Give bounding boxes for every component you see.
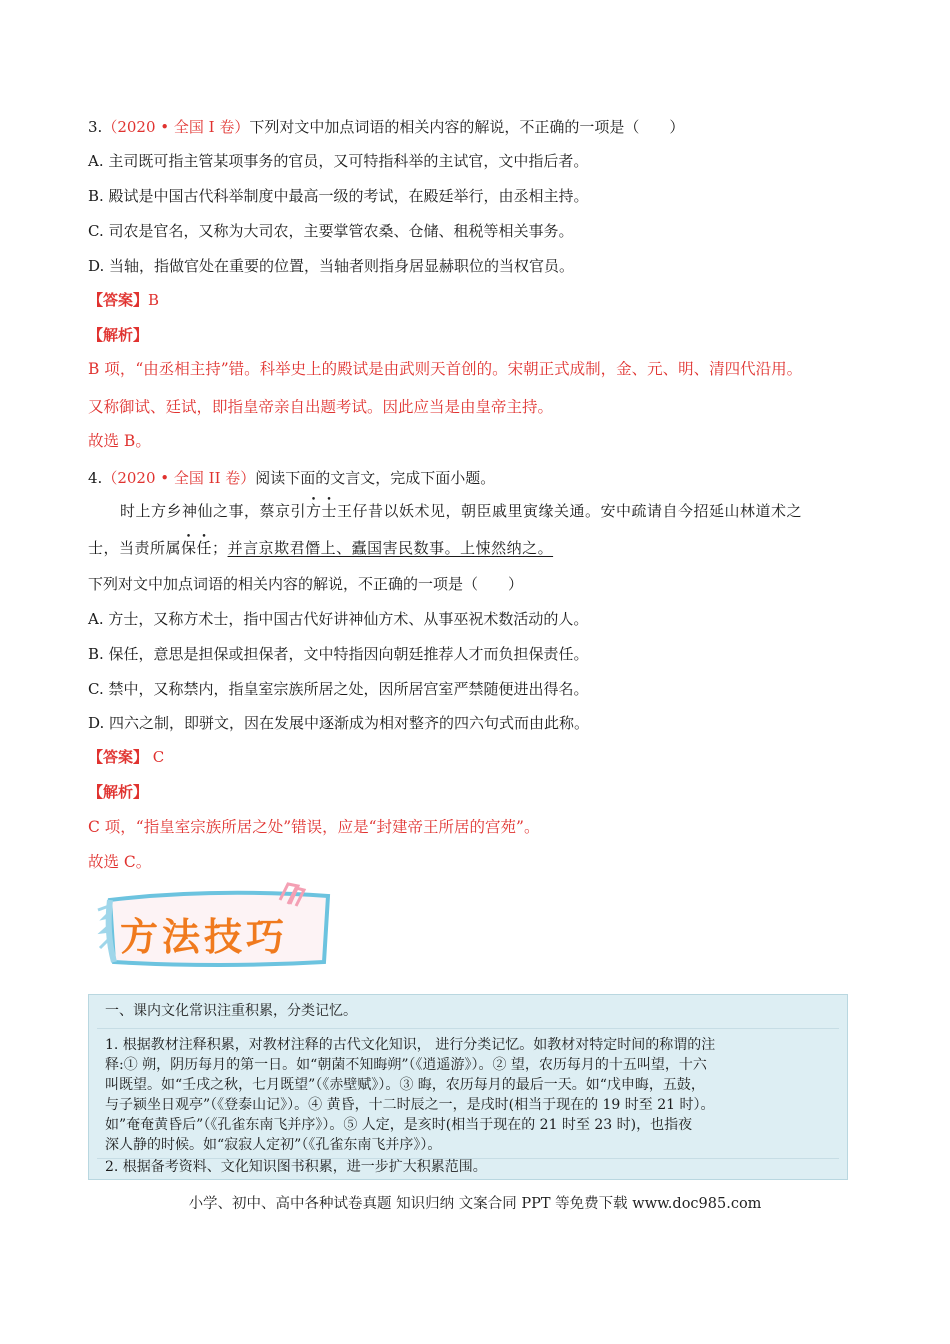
q4-answer-label: 【答案】 [88,748,149,766]
dotted-word: 任 [196,539,213,557]
q3-stem: 下列对文中加点词语的相关内容的解说，不正确的一项是（ ） [249,118,685,136]
passage-text: 王仔昔以妖术见，朝臣戚里寅缘关通。安中疏请自今招延山林道术之 [337,502,803,520]
q3-answer [88,290,159,310]
q3-option-c: C. 司农是官名，又称为大司农，主要掌管农桑、仓储、租税等相关事务。 [88,222,574,240]
method-heading: 一、课内文化常识注重积累，分类记忆。 [105,1003,357,1019]
q3-analysis-line-2: 又称御试、廷试，即指皇帝亲自出题考试。因此应当是由皇帝主持。 [88,398,554,416]
method-p1-line-2: 释:① 朔，阴历每月的第一日。如“朝菌不知晦朔”（《逍遥游》）。② 望，农历每月的十五叫望，十六 [105,1057,707,1073]
q3-analysis-line-1: B 项，“由丞相主持”错。科举史上的殿试是由武则天首创的。宋朝正式成制，金、元、明、清四代沿用。 [88,360,803,378]
method-p1-line-3: 叫既望。如“壬戌之秋，七月既望”（《赤壁赋》）。③ 晦，农历每月的最后一天。如“戊申晦，五鼓， [105,1077,705,1093]
q4-analysis-label: 【解析】 [88,783,149,801]
q4-analysis-heading [88,782,148,802]
q4-source: （2020 • 全国 II 卷） [102,469,256,487]
q3-option-a: A. 主司既可指主管某项事务的官员，又可特指科举的主试官，文中指后者。 [88,152,589,170]
q3-answer-value: B [148,291,160,309]
q4-number: 4. [88,469,103,487]
method-tips-box [88,994,848,1180]
q3-number: 3. [88,118,103,136]
passage-text: 时上方乡神仙之事，蔡京引 [120,502,307,520]
q4-stem-line [88,468,495,488]
method-p1-line-1: 1. 根据教材注释积累，对教材注释的古代文化知识， 进行分类记忆。如教材对特定时间的称谓的注 [105,1037,716,1053]
q4-question: 下列对文中加点词语的相关内容的解说，不正确的一项是（ ） [88,575,524,593]
q4-answer [88,747,164,767]
q3-source: （2020 • 全国 I 卷） [102,118,250,136]
q4-passage-line-2 [88,538,553,558]
divider [97,1028,839,1029]
page-footer: 小学、初中、高中各种试卷真题 知识归纳 文案合同 PPT 等免费下载 www.doc985.com [188,1196,762,1212]
method-p1-line-5: 如”奄奄黄昏后”（《孔雀东南飞并序》）。⑤ 人定，是亥时(相当于现在的 21 时至 23 时)，也指夜 [105,1117,693,1133]
method-p1-line-4: 与子颍坐日观亭”（《登泰山记》）。④ 黄昏，十二时辰之一，是戌时(相当于现在的 19 时至 21 时）。 [105,1097,715,1113]
q4-option-d: D. 四六之制，即骈文，因在发展中逐渐成为相对整齐的四六句式而由此称。 [88,714,590,732]
underlined-sentence: 并言京欺君僭上、蠹国害民数事。上悚然纳之。 [227,539,554,557]
q3-analysis-heading [88,325,148,345]
q3-analysis-line-3: 故选 B。 [88,432,151,450]
q3-analysis-label: 【解析】 [88,326,149,344]
q4-answer-value: C [148,748,165,766]
q4-stem: 阅读下面的文言文，完成下面小题。 [255,469,496,487]
q3-option-b: B. 殿试是中国古代科举制度中最高一级的考试，在殿廷举行，由丞相主持。 [88,187,589,205]
dotted-word: 方 [306,502,322,520]
q3-stem-line [88,117,684,137]
q4-option-b: B. 保任，意思是担保或担保者，文中特指因向朝廷推荐人才而负担保责任。 [88,645,589,663]
banner-title: 方法技巧 [120,915,289,959]
q4-passage-line-1 [120,501,802,521]
q3-option-d: D. 当轴，指做官处在重要的位置，当轴者则指身居显赫职位的当权官员。 [88,257,575,275]
method-p2: 2. 根据备考资料、文化知识图书积累，进一步扩大积累范围。 [105,1159,487,1175]
method-p1-line-6: 深人静的时候。如“寂寂人定初”（《孔雀东南飞并序》）。 [105,1137,442,1153]
passage-text: ； [212,539,228,557]
q3-answer-label: 【答案】 [88,291,149,309]
passage-text: 士，当责所属 [88,539,182,557]
q4-analysis-line-2: 故选 C。 [88,853,152,871]
dotted-word: 保 [181,539,197,557]
q4-option-a: A. 方士，又称方术士，指中国古代好讲神仙方术、从事巫祝术数活动的人。 [88,610,589,628]
dotted-word: 士 [321,502,338,520]
method-banner [92,882,342,974]
q4-analysis-line-1: C 项，“指皇室宗族所居之处”错误，应是“封建帝王所居的宫苑”。 [88,818,540,836]
q4-option-c: C. 禁中，又称禁内，指皇室宗族所居之处，因所居宫室严禁随便进出得名。 [88,680,589,698]
